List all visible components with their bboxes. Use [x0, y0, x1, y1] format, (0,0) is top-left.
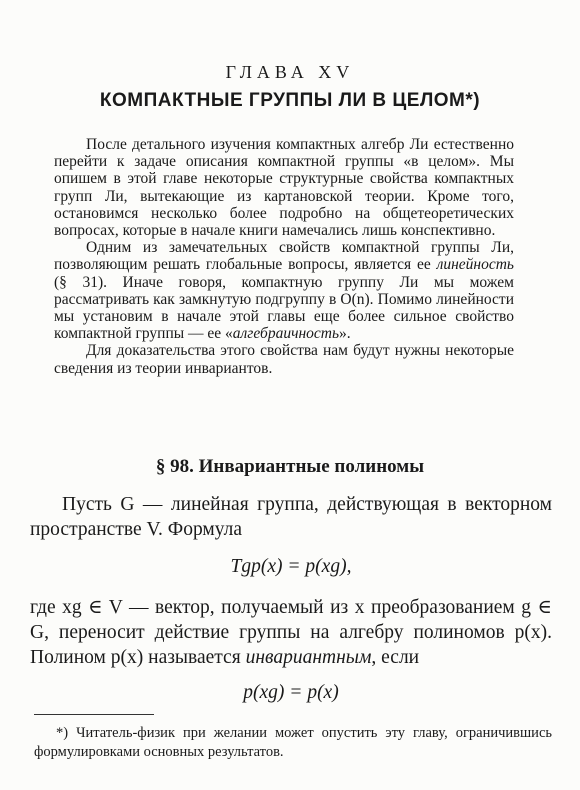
emphasis-linearity: линейность: [436, 256, 514, 274]
section-body: [30, 492, 552, 705]
footnote-text: *) Читатель-физик при желании может опустить эту главу, ограничившись формулировками основных результатов.: [34, 725, 552, 760]
body-paragraph-2: [30, 595, 552, 670]
emphasis-algebraicity: алгебраичность: [232, 325, 340, 343]
formula-action: Tgp(x) = p(xg),: [230, 556, 352, 577]
intro-p2-text-c: ».: [339, 325, 351, 343]
chapter-label: ГЛАВА XV: [225, 62, 355, 82]
chapter-title: КОМПАКТНЫЕ ГРУППЫ ЛИ В ЦЕЛОМ*): [99, 90, 481, 111]
body-p2-text-a: где xg ∈ V — вектор, получаемый из x преобразованием g ∈ G, переносит действие группы на алгебру полиномов p(x). Полином p(x) называется: [30, 597, 552, 668]
section-title: § 98. Инвариантные полиномы: [155, 456, 425, 477]
body-paragraph-1: Пусть G — линейная группа, действующая в векторном пространстве V. Формула: [30, 494, 552, 540]
footnote: [34, 724, 552, 762]
intro-paragraph-2: [54, 239, 514, 342]
intro-paragraph-1: После детального изучения компактных алгебр Ли естественно перейти к задаче описания компактной группы «в целом». Мы опишем в этой главе некоторые структурные свойства компактных групп Ли, вытекающие из картановской теории. Кроме того, остановимся несколько более подробно на общетеоретических вопросах, которые в начале книги намечались лишь конспективно.: [54, 136, 514, 240]
footnote-divider: [34, 714, 154, 715]
intro-p2-text-b: (§ 31). Иначе говоря, компактную группу Ли мы можем рассматривать как замкнутую подгруппу в O(n). Помимо линейности мы установим в начале этой главы еще более сильное свойство компактной группы — ее «: [54, 273, 514, 343]
body-p2-text-b: , если: [371, 647, 420, 668]
intro-paragraph-3: Для доказательства этого свойства нам будут нужны некоторые сведения из теории инвариантов.: [54, 342, 514, 377]
formula-invariance: p(xg) = p(x): [243, 682, 339, 703]
intro-p2-text-a: Одним из замечательных свойств компактной группы Ли, позволяющим решать глобальные вопросы, является ее: [54, 239, 514, 274]
emphasis-invariant: инвариантным: [245, 647, 372, 668]
chapter-intro: [54, 136, 514, 377]
